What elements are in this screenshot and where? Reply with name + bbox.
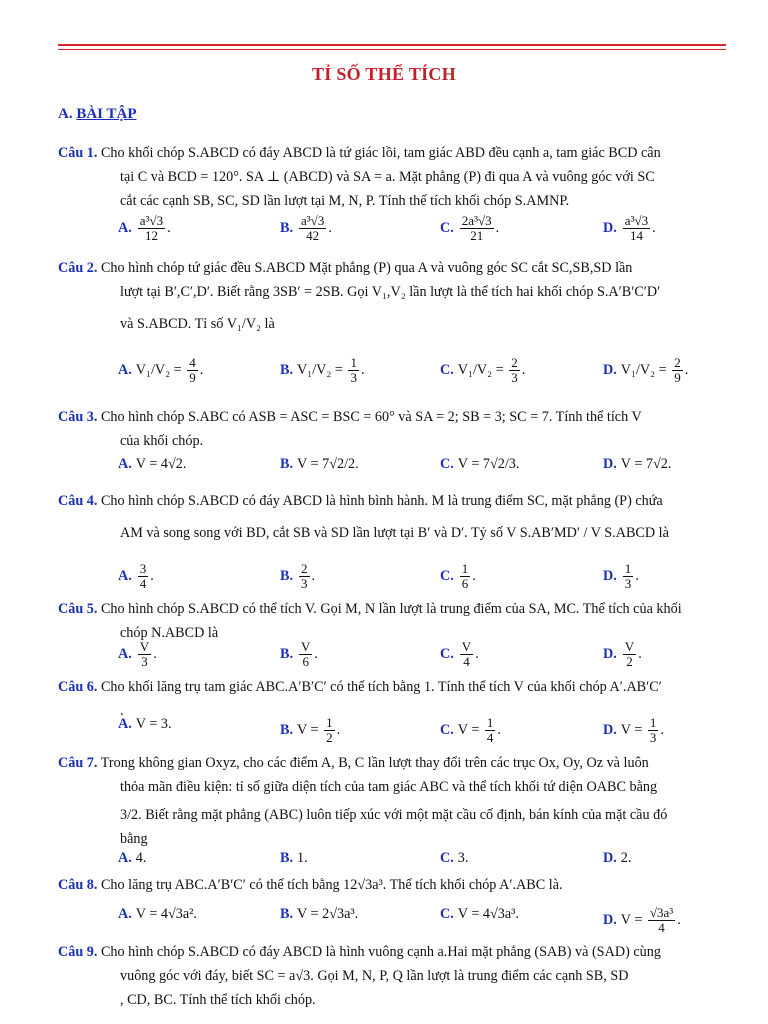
question-8 xyxy=(58,873,726,897)
answer-options xyxy=(118,214,718,244)
question-text: Trong không gian Oxyz, cho các điểm A, B, C lần lượt thay đổi trên các trục Ox, Oy, Oz và luôn xyxy=(100,755,649,771)
option-c[interactable]: C. V = 7√2/3. xyxy=(440,456,520,472)
option-b[interactable]: B. V₁/V₂ = $\frac{1}{3}$ . xyxy=(280,355,365,385)
question-text: , CD, BC. Tính thể tích khối chóp. xyxy=(120,992,316,1008)
section-label: BÀI TẬP xyxy=(76,106,137,122)
option-c[interactable]: C. V = $\frac{1}{4}$ . xyxy=(440,715,501,745)
question-3 xyxy=(58,405,726,453)
question-label: Câu 9. xyxy=(58,944,98,960)
question-label: Câu 1. xyxy=(58,145,98,161)
question-2 xyxy=(58,256,726,336)
header-rule-top xyxy=(58,44,726,46)
page-title: TỈ SỐ THỂ TÍCH xyxy=(311,64,457,84)
question-label: Câu 5. xyxy=(58,601,98,617)
question-label: Câu 7. xyxy=(58,755,98,771)
option-c[interactable]: C. 3. xyxy=(440,850,469,866)
option-a[interactable]: A. $\frac{3}{4}$ . xyxy=(118,561,154,591)
option-c[interactable]: C. $\frac{\text{2a³√3}}{21}$ . xyxy=(440,213,500,243)
question-text: AM và song song với BD, cắt SB và SD lần lượt tại B′ và D′. Tỷ số V S.AB′MD′ / V S.ABCD là xyxy=(120,525,669,541)
answer-options xyxy=(118,562,718,592)
option-a[interactable]: A. $\frac{\text{a³√3}}{12}$ . xyxy=(118,213,171,243)
option-b[interactable]: B. V = 7√2/2. xyxy=(280,456,359,472)
option-d[interactable]: D. V = $\frac{1}{3}$ . xyxy=(603,715,664,745)
question-text: Cho hình chóp tứ giác đều S.ABCD Mặt phẳng (P) qua A và vuông góc SC cắt SC,SB,SD lần xyxy=(100,260,633,276)
option-a[interactable]: A. V = 4√2. xyxy=(118,456,187,472)
question-text: của khối chóp. xyxy=(120,433,204,449)
option-c[interactable]: C. $\frac{V}{4}$ . xyxy=(440,639,479,669)
question-1 xyxy=(58,141,726,213)
question-text: lượt tại B′,C′,D′. Biết rằng 3SB′ = 2SB. Gọi V₁,V₂ lần lượt là thể tích hai khối chóp S.A′B′C′D′ xyxy=(120,284,661,300)
option-d[interactable]: D. V₁/V₂ = $\frac{2}{9}$ . xyxy=(603,355,689,385)
question-text: chóp N.ABCD là xyxy=(120,625,219,641)
option-d[interactable]: D. 2. xyxy=(603,850,632,866)
answer-options xyxy=(118,906,718,936)
option-a[interactable]: A. 4. xyxy=(118,850,147,866)
option-d[interactable]: D. $\frac{\text{a³√3}}{14}$ . xyxy=(603,213,656,243)
option-b[interactable]: B. $\frac{\text{a³√3}}{42}$ . xyxy=(280,213,332,243)
question-4 xyxy=(58,489,726,545)
question-text: vuông góc với đáy, biết SC = a√3. Gọi M, N, P, Q lần lượt là trung điểm các cạnh SB, SD xyxy=(120,968,629,984)
option-a[interactable]: A. V = 3. xyxy=(118,716,172,732)
option-c[interactable]: C. $\frac{1}{6}$ . xyxy=(440,561,476,591)
section-heading xyxy=(58,106,137,123)
question-text: Cho hình chóp S.ABCD có đáy ABCD là hình bình hành. M là trung điểm SC, mặt phẳng (P) chứa xyxy=(100,493,663,509)
option-a[interactable]: A. $\frac{V}{3}$ . xyxy=(118,639,157,669)
question-text: bằng xyxy=(120,831,148,847)
question-label: Câu 8. xyxy=(58,877,98,893)
option-b[interactable]: B. 1. xyxy=(280,850,308,866)
option-b[interactable]: B. $\frac{V}{6}$ . xyxy=(280,639,318,669)
option-a[interactable]: A. V = 4√3a². xyxy=(118,906,197,922)
answer-options xyxy=(118,716,718,746)
question-text: Cho khối lăng trụ tam giác ABC.A′B′C′ có thể tích bằng 1. Tính thể tích V của khối chóp A′.AB′C′ xyxy=(100,679,662,695)
option-b[interactable]: B. V = 2√3a³. xyxy=(280,906,359,922)
section-prefix: A. xyxy=(58,106,73,122)
question-text: Cho hình chóp S.ABC có ASB = ASC = BSC = 60° và SA = 2; SB = 3; SC = 7. Tính thể tích V xyxy=(100,409,642,425)
question-label: Câu 2. xyxy=(58,260,98,276)
answer-options xyxy=(118,640,718,670)
option-c[interactable]: C. V = 4√3a³. xyxy=(440,906,519,922)
question-5 xyxy=(58,597,726,645)
question-text: cắt các cạnh SB, SC, SD lần lượt tại M, N, P. Tính thể tích khối chóp S.AMNP. xyxy=(120,193,570,209)
header-rule-bottom xyxy=(58,49,726,50)
option-a[interactable]: A. V₁/V₂ = $\frac{4}{9}$ . xyxy=(118,355,204,385)
question-text: thỏa mãn điều kiện: tỉ số giữa diện tích của tam giác ABC và thể tích khối tứ diện OABC bằng xyxy=(120,779,658,795)
question-label: Câu 6. xyxy=(58,679,98,695)
question-text: . xyxy=(120,703,124,719)
option-d[interactable]: D. $\frac{1}{3}$ . xyxy=(603,561,639,591)
answer-options xyxy=(118,456,718,486)
option-c[interactable]: C. V₁/V₂ = $\frac{2}{3}$ . xyxy=(440,355,526,385)
question-label: Câu 4. xyxy=(58,493,98,509)
option-b[interactable]: B. $\frac{2}{3}$ . xyxy=(280,561,316,591)
question-label: Câu 3. xyxy=(58,409,98,425)
question-text: Cho lăng trụ ABC.A′B′C′ có thể tích bằng 12√3a³. Thể tích khối chóp A′.ABC là. xyxy=(100,877,563,893)
question-text: Cho khối chóp S.ABCD có đáy ABCD là tứ giác lồi, tam giác ABD đều cạnh a, tam giác BCD cân xyxy=(100,145,661,161)
question-text: 3/2. Biết rằng mặt phẳng (ABC) luôn tiếp xúc với một mặt cầu cố định, bán kính của mặt cầu đó xyxy=(120,807,668,823)
question-7 xyxy=(58,751,726,851)
question-text: Cho hình chóp S.ABCD có đáy ABCD là hình vuông cạnh a.Hai mặt phẳng (SAB) và (SAD) cùng xyxy=(100,944,661,960)
question-text: Cho hình chóp S.ABCD có thể tích V. Gọi M, N lần lượt là trung điểm của SA, MC. Thể tích của khối xyxy=(100,601,682,617)
question-9 xyxy=(58,940,726,1012)
question-text: và S.ABCD. Tỉ số V₁/V₂ là xyxy=(120,316,275,332)
option-d[interactable]: D. $\frac{V}{2}$ . xyxy=(603,639,642,669)
option-d[interactable]: D. V = 7√2. xyxy=(603,456,672,472)
question-text: tại C và BCD = 120°. SA ⊥ (ABCD) và SA = a. Mặt phẳng (P) đi qua A và vuông góc với SC xyxy=(120,169,655,185)
answer-options xyxy=(118,356,718,386)
option-b[interactable]: B. V = $\frac{1}{2}$ . xyxy=(280,715,341,745)
option-d[interactable]: D. V = $\frac{\text{√3a³}}{4}$ . xyxy=(603,905,681,935)
